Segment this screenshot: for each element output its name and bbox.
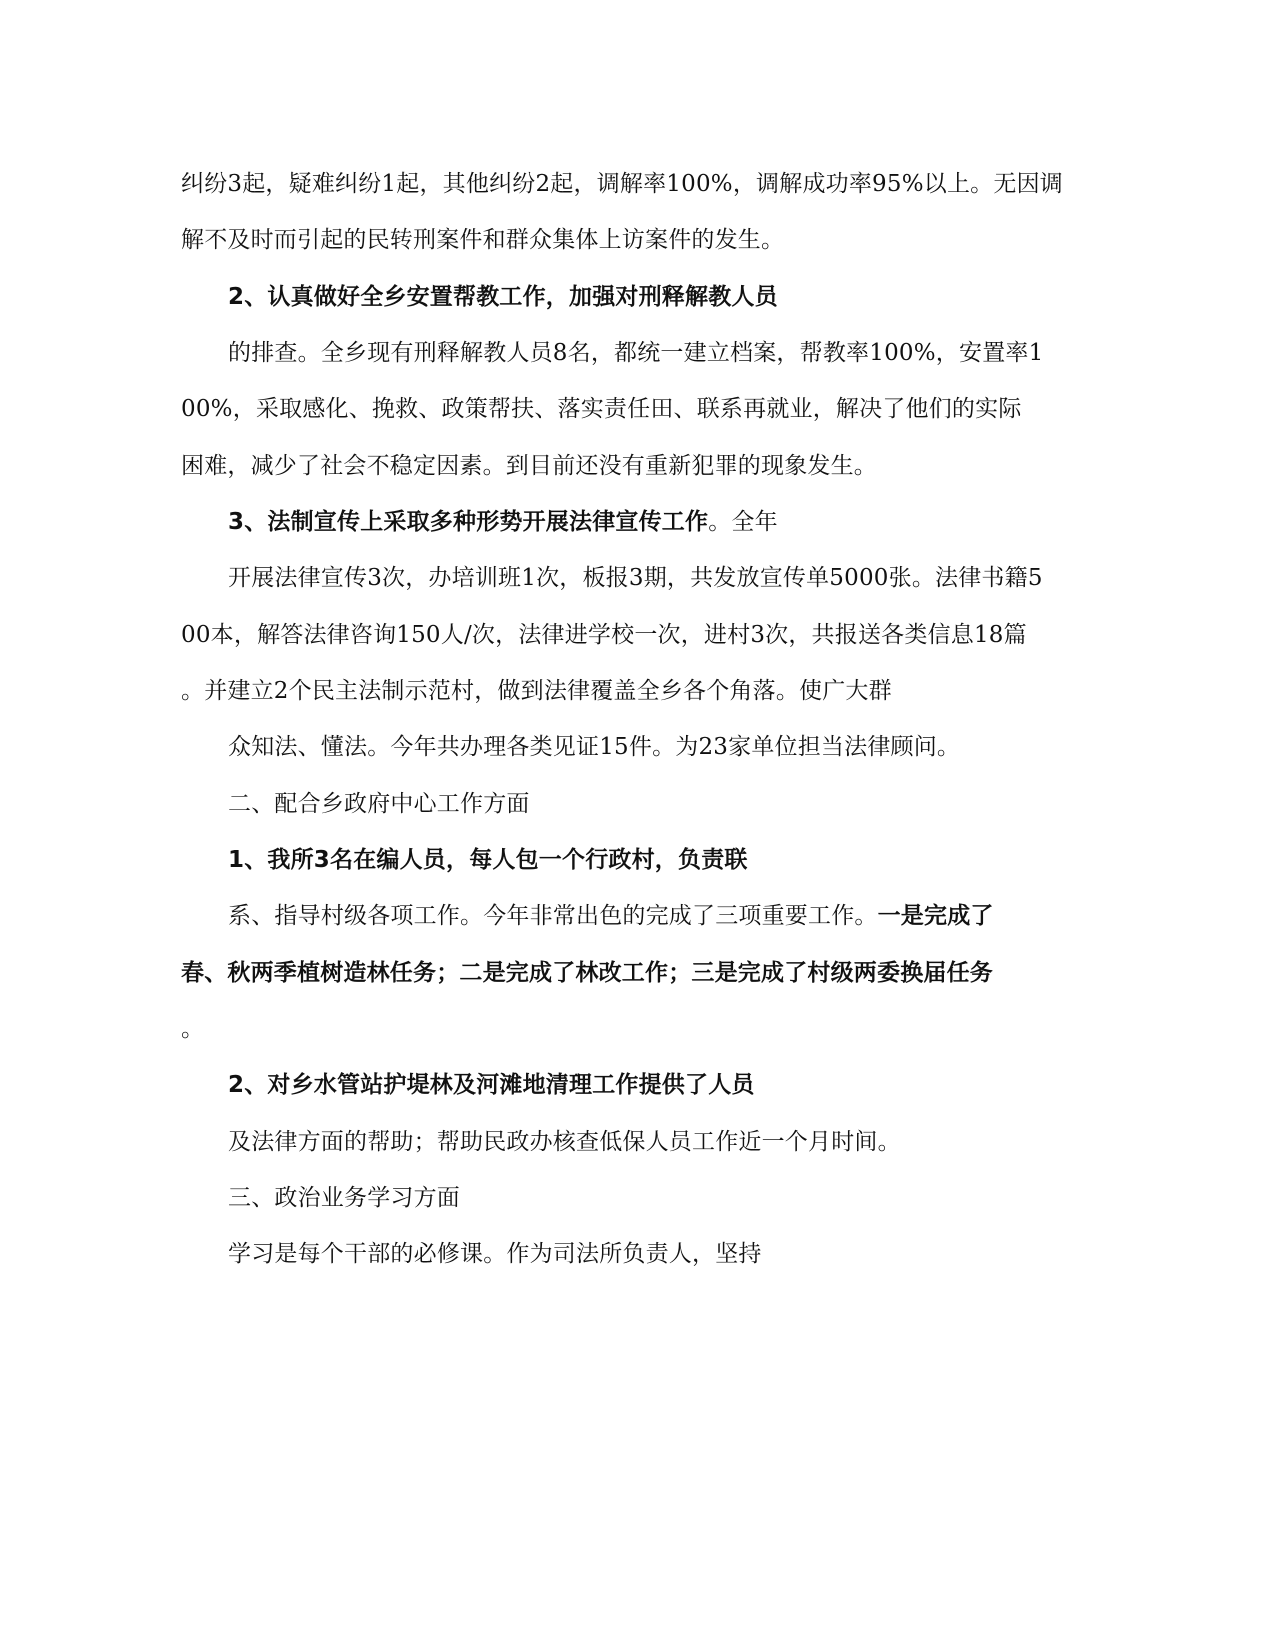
paragraph-line: 困难，减少了社会不稳定因素。到目前还没有重新犯罪的现象发生。 [181,453,877,479]
paragraph-line: 学习是每个干部的必修课。作为司法所负责人，坚持 [228,1241,762,1267]
paragraph-line: 的排查。全乡现有刑释解教人员8名，都统一建立档案，帮教率100%，安置率1 [228,340,1044,366]
paragraph-line: 。 [181,1016,205,1042]
section-heading: 2、对乡水管站护堤林及河滩地清理工作提供了人员 [228,1072,755,1098]
bold-emphasis: 一是完成了 [877,903,994,929]
section-heading: 1、我所3名在编人员，每人包一个行政村，负责联 [228,847,748,873]
section-heading-line [228,507,778,537]
paragraph-line: 纠纷3起，疑难纠纷1起，其他纠纷2起，调解率100%，调解成功率95%以上。无因调 [181,171,1063,197]
paragraph-line: 。并建立2个民主法制示范村，做到法律覆盖全乡各个角落。使广大群 [181,678,892,704]
heading-tail-text: 。全年 [708,509,778,535]
paragraph-line: 及法律方面的帮助；帮助民政办核查低保人员工作近一个月时间。 [228,1129,901,1155]
section-heading: 3、法制宣传上采取多种形势开展法律宣传工作 [228,509,709,535]
paragraph-text: 系、指导村级各项工作。今年非常出色的完成了三项重要工作。 [228,903,878,929]
bold-paragraph-line: 春、秋两季植树造林任务；二是完成了林改工作；三是完成了村级两委换届任务 [181,960,993,986]
paragraph-line [228,901,994,931]
paragraph-line: 众知法、懂法。今年共办理各类见证15件。为23家单位担当法律顾问。 [228,734,961,760]
section-title: 三、政治业务学习方面 [228,1185,460,1211]
section-heading: 2、认真做好全乡安置帮教工作，加强对刑释解教人员 [228,284,778,310]
paragraph-line: 00本，解答法律咨询150人/次，法律进学校一次，进村3次，共报送各类信息18篇 [181,622,1027,648]
paragraph-line: 开展法律宣传3次，办培训班1次，板报3期，共发放宣传单5000张。法律书籍5 [228,565,1043,591]
paragraph-line: 解不及时而引起的民转刑案件和群众集体上访案件的发生。 [181,227,785,253]
paragraph-line: 00%，采取感化、挽救、政策帮扶、落实责任田、联系再就业，解决了他们的实际 [181,396,1022,422]
section-title: 二、配合乡政府中心工作方面 [228,791,530,817]
